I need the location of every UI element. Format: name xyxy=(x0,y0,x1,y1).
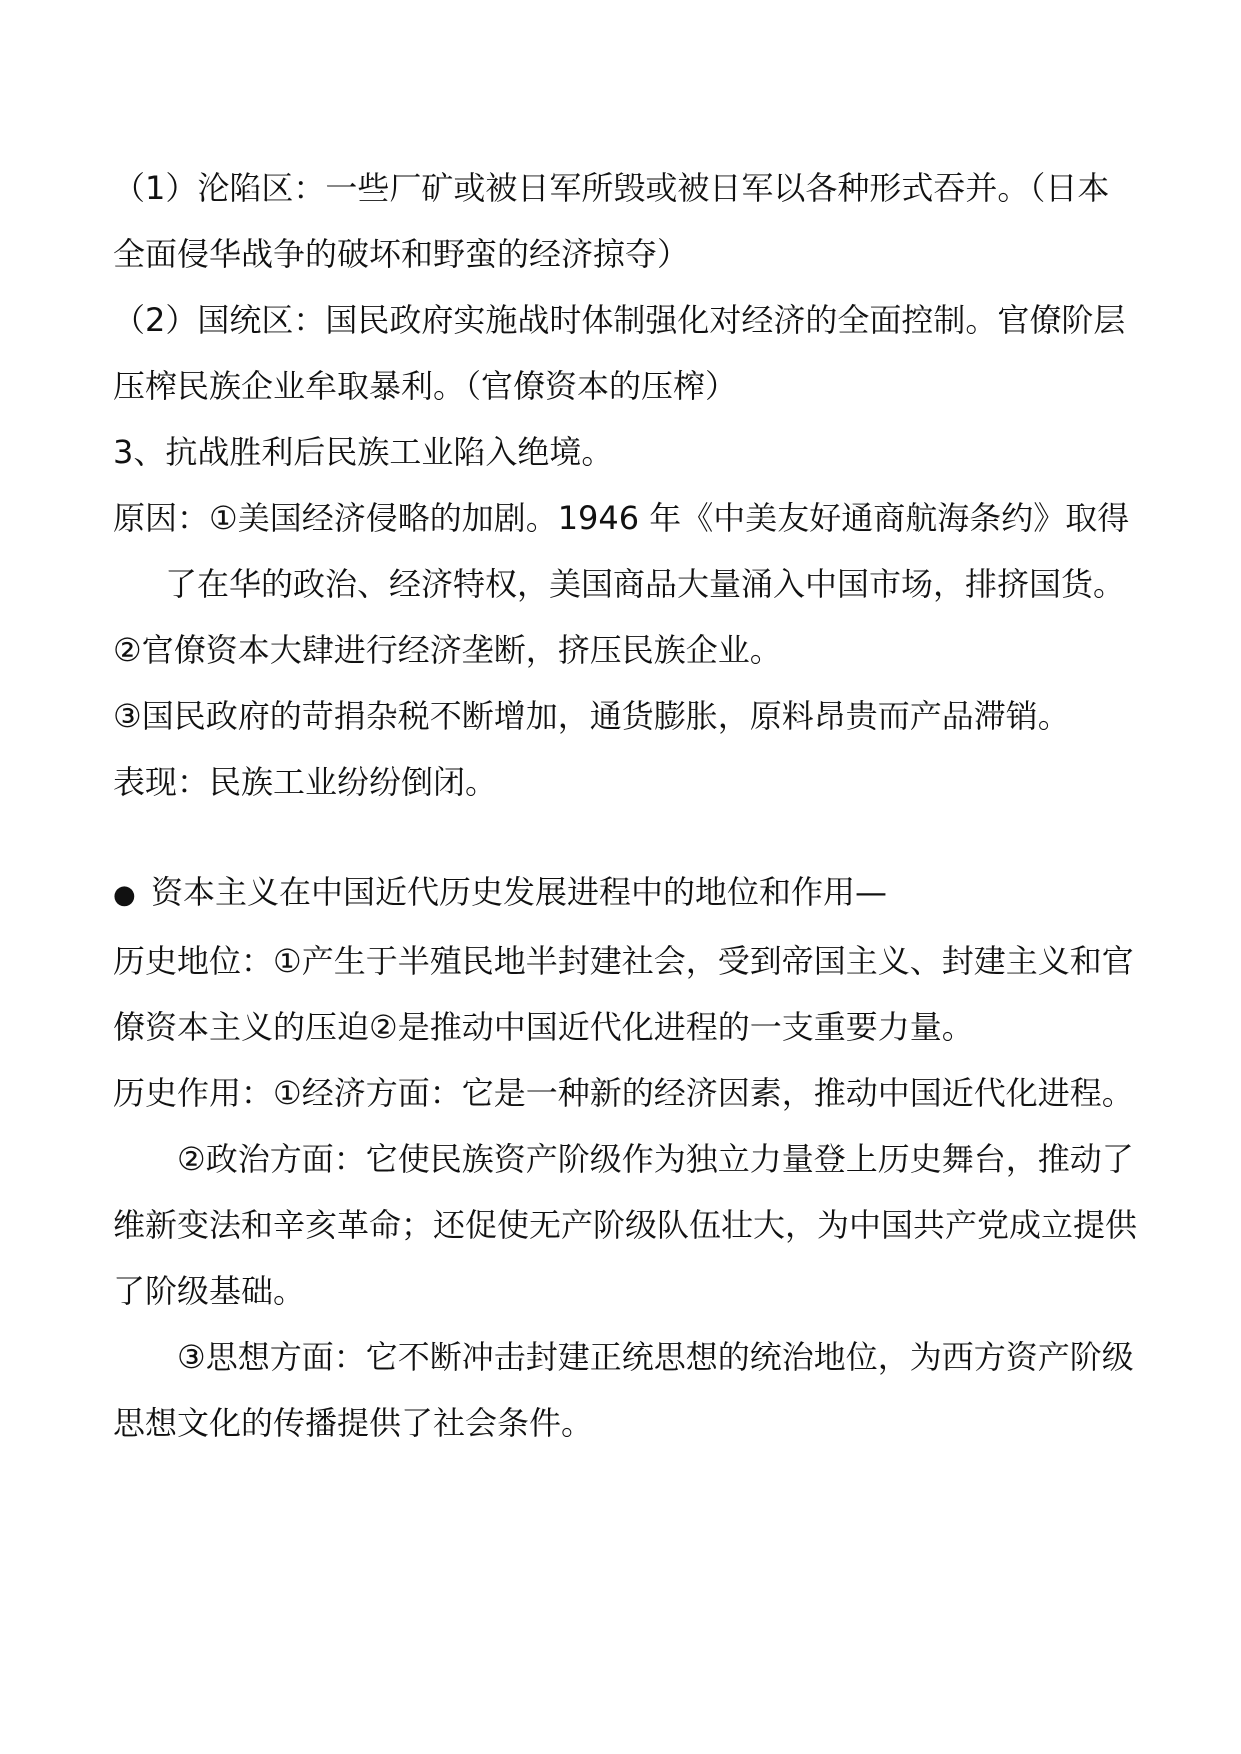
spacer xyxy=(113,815,1138,859)
bullet-heading xyxy=(113,859,1138,928)
paragraph-occupied-area: （1）沦陷区：一些厂矿或被日军所毁或被日军以各种形式吞并。（日本全面侵华战争的破坏和野蛮的经济掠夺） xyxy=(113,169,1110,273)
paragraph-historical-role-ideological: ③思想方面：它不断冲击封建正统思想的统治地位，为西方资产阶级思想文化的传播提供了社会条件。 xyxy=(113,1338,1134,1442)
paragraph-historical-status: 历史地位：①产生于半殖民地半封建社会，受到帝国主义、封建主义和官僚资本主义的压迫②是推动中国近代化进程的一支重要力量。 xyxy=(113,942,1134,1046)
document-body xyxy=(113,155,1138,1456)
paragraph-historical-role-political: ②政治方面：它使民族资产阶级作为独立力量登上历史舞台，推动了维新变法和辛亥革命；还促使无产阶级队伍壮大，为中国共产党成立提供了阶级基础。 xyxy=(113,1140,1138,1310)
paragraph-cause-2: ②官僚资本大肆进行经济垄断，挤压民族企业。 xyxy=(113,631,782,669)
paragraph-cause-3: ③国民政府的苛捐杂税不断增加，通货膨胀，原料昂贵而产品滞销。 xyxy=(113,697,1070,735)
bullet-heading-text: 资本主义在中国近代历史发展进程中的地位和作用— xyxy=(151,873,888,911)
paragraph-manifestation: 表现：民族工业纷纷倒闭。 xyxy=(113,763,498,801)
heading-postwar-industry: 3、抗战胜利后民族工业陷入绝境。 xyxy=(113,433,614,471)
paragraph-causes: 原因：①美国经济侵略的加剧。1946 年《中美友好通商航海条约》取得了在华的政治、经济特权，美国商品大量涌入中国市场，排挤国货。 xyxy=(113,499,1130,603)
paragraph-historical-role-economic: 历史作用：①经济方面：它是一种新的经济因素，推动中国近代化进程。 xyxy=(113,1074,1134,1112)
paragraph-kmt-area: （2）国统区：国民政府实施战时体制强化对经济的全面控制。官僚阶层压榨民族企业牟取暴利。（官僚资本的压榨） xyxy=(113,301,1126,405)
bullet-icon: ● xyxy=(113,880,136,910)
